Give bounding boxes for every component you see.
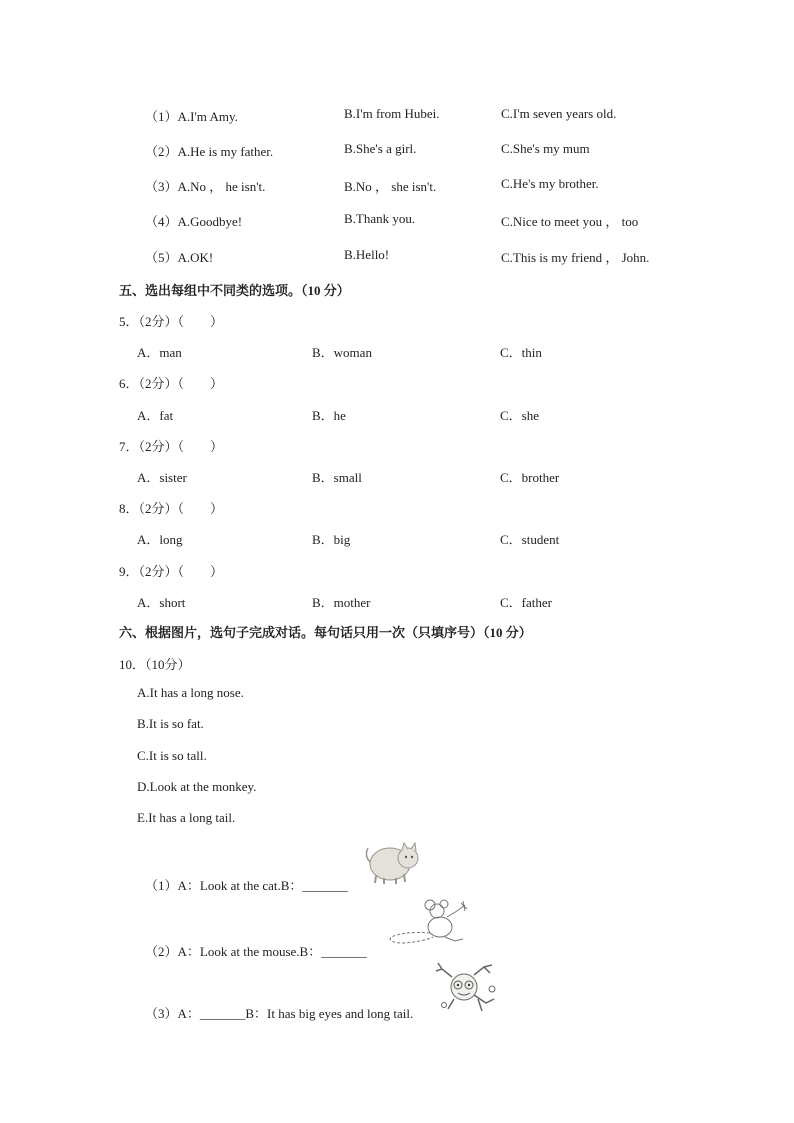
question-stem: 6．（2分）（ ） <box>119 376 224 391</box>
option-c: C.He's my brother. <box>501 176 599 191</box>
option-a: （4）A.Goodbye! <box>145 214 243 229</box>
long-tail-mouse-picture <box>385 897 475 949</box>
option-b: B.I'm from Hubei. <box>344 106 440 121</box>
option-c: C.I'm seven years old. <box>501 106 617 121</box>
option-c: C.This is my friend ， John. <box>501 250 650 265</box>
option-b: B．big <box>312 532 351 547</box>
option-c: C.Nice to meet you ， too <box>501 214 639 229</box>
option-a: A．short <box>137 595 186 610</box>
option-a: （5）A.OK! <box>145 250 214 265</box>
option-a: （1）A.I'm Amy. <box>145 109 238 124</box>
fat-cat-picture <box>364 838 422 886</box>
sentence-option-c: C.It is so tall. <box>137 748 207 763</box>
option-c: C．brother <box>500 470 560 485</box>
sentence-option-e: E.It has a long tail. <box>137 810 236 825</box>
section5-title: 五、选出每组中不同类的选项。（10 分） <box>119 283 350 298</box>
option-b: B.Thank you. <box>344 211 416 226</box>
question-stem: 7．（2分）（ ） <box>119 439 224 454</box>
option-b: B．he <box>312 408 346 423</box>
option-b: B.Hello! <box>344 247 390 262</box>
option-b: B．woman <box>312 345 372 360</box>
question-stem: 9．（2分）（ ） <box>119 564 224 579</box>
sentence-option-b: B.It is so fat. <box>137 716 204 731</box>
option-b: B.No ， she isn't. <box>344 179 437 194</box>
option-b: B．small <box>312 470 362 485</box>
option-c: C．she <box>500 408 540 423</box>
option-a: A．sister <box>137 470 187 485</box>
sentence-option-d: D.Look at the monkey. <box>137 779 257 794</box>
dialog-1: （1）A：Look at the cat.B：_______ <box>145 878 348 893</box>
sentence-option-a: A.It has a long nose. <box>137 685 244 700</box>
option-a: A．fat <box>137 408 174 423</box>
option-a: （2）A.He is my father. <box>145 144 274 159</box>
option-c: C.She's my mum <box>501 141 590 156</box>
section6-title: 六、根据图片，选句子完成对话。每句话只用一次（只填序号）（10 分） <box>119 625 532 640</box>
question-stem: 8．（2分）（ ） <box>119 501 224 516</box>
option-c: C．student <box>500 532 560 547</box>
option-a: （3）A.No ， he isn't. <box>145 179 266 194</box>
option-c: C．thin <box>500 345 542 360</box>
monkey-picture <box>434 959 500 1015</box>
question-10-stem: 10．（10分） <box>119 657 191 672</box>
dialog-2: （2）A：Look at the mouse.B：_______ <box>145 944 367 959</box>
option-a: A．long <box>137 532 183 547</box>
option-a: A．man <box>137 345 182 360</box>
question-stem: 5．（2分）（ ） <box>119 314 224 329</box>
option-c: C．father <box>500 595 552 610</box>
option-b: B.She's a girl. <box>344 141 417 156</box>
option-b: B．mother <box>312 595 371 610</box>
dialog-3: （3）A：_______B：It has big eyes and long tail. <box>145 1006 414 1021</box>
